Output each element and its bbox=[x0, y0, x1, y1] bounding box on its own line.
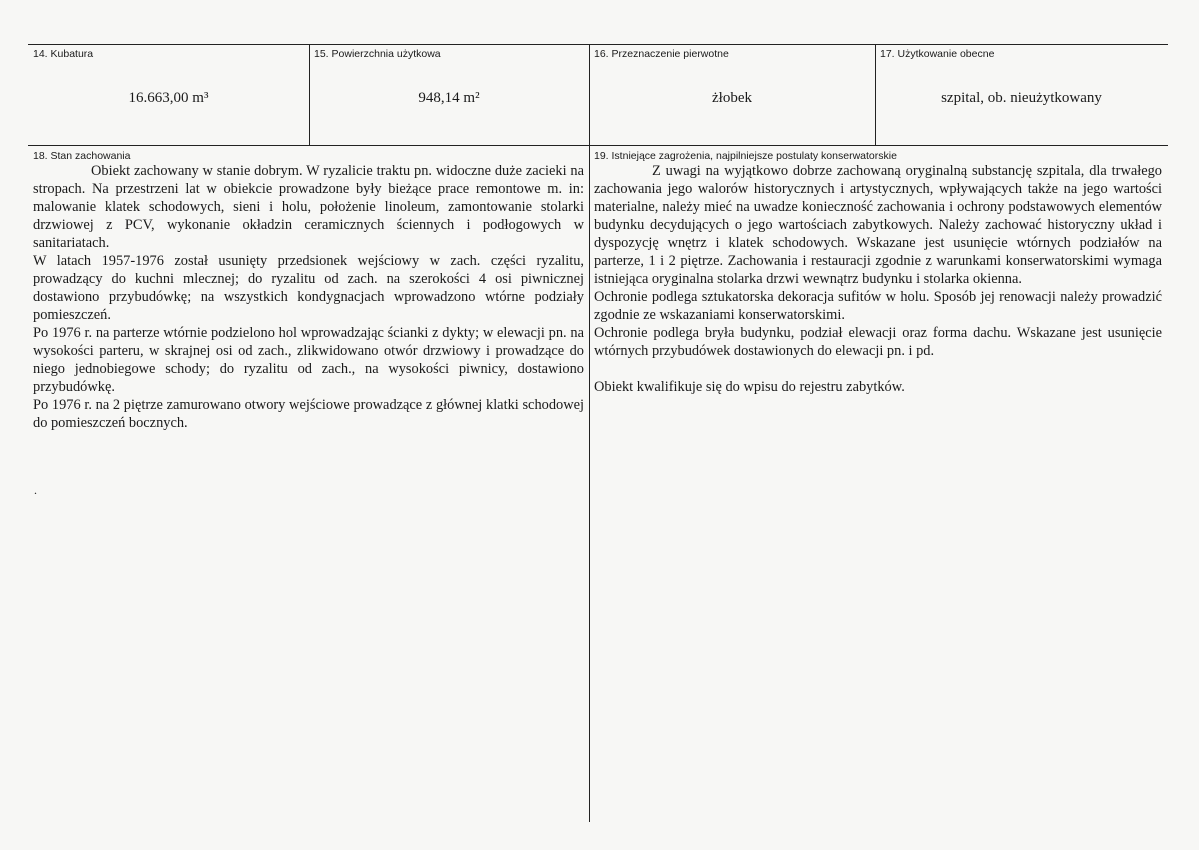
field-label-przeznaczenie: 16. Przeznaczenie pierwotne bbox=[594, 48, 729, 60]
state-paragraph: Po 1976 r. na 2 piętrze zamurowano otwory wejściowe prowadzące z głównej klatki schodowej do pomieszczeń bocznych. bbox=[33, 397, 584, 431]
field-label-powierzchnia: 15. Powierzchnia użytkowa bbox=[314, 48, 441, 60]
state-paragraph: W latach 1957-1976 został usunięty przedsionek wejściowy w zach. części ryzalitu, prowadzący do kuchni mlecznej; do ryzalitu od zach. na szerokości 4 osi piwnicznej dostawiono przybudówkę; na wszystkich kondygnacjach wprowadzono wtórne podziały pomieszczeń. bbox=[33, 253, 584, 323]
field-label-kubatura: 14. Kubatura bbox=[33, 48, 94, 60]
stray-mark: . bbox=[34, 483, 37, 497]
state-paragraph: Obiekt zachowany w stanie dobrym. W ryzalicie traktu pn. widoczne duże zacieki na stropach. Na przestrzeni lat w obiekcie prowadzone były bieżące prace remontowe m. in: malowanie klatek schodowych, sieni i holu, położenie linoleum, zamontowanie stolarki drzwiowej z PCV, wykonanie okładzin ceramicznych ściennych i podłogowych w sanitariatach. bbox=[33, 163, 584, 251]
row-divider bbox=[28, 145, 1168, 146]
field-value-kubatura: 16.663,00 m³ bbox=[128, 90, 209, 106]
section-label-zagrozenia: 19. Istniejące zagrożenia, najpilniejsze postulaty konserwatorskie bbox=[594, 150, 897, 162]
threats-paragraph: Ochronie podlega bryła budynku, podział elewacji oraz forma dachu. Wskazane jest usunięcie wtórnych przybudówek dostawionych do elewacji pn. i pd. bbox=[594, 325, 1162, 359]
paragraph-spacer bbox=[594, 360, 1162, 378]
field-value-powierzchnia: 948,14 m² bbox=[418, 90, 480, 106]
table-top-border bbox=[28, 44, 1168, 45]
section-body-zagrozenia bbox=[594, 162, 1162, 396]
section-label-stan-zachowania: 18. Stan zachowania bbox=[33, 150, 131, 162]
field-value-przeznaczenie: żłobek bbox=[712, 90, 752, 106]
threats-paragraph: Z uwagi na wyjątkowo dobrze zachowaną oryginalną substancję szpitala, dla trwałego zachowania jego walorów historycznych i artystycznych, wpływających także na jego wartości materialne, należy mieć na uwadze konieczność zachowania i ochrony podstawowych elementów budynku decydujących o jego wartościach zabytkowych. Należy zachować historyczny układ i dyspozycję wnętrz i klatek schodowych. Wskazane jest usunięcie wtórnych podziałów na parterze, 1 i 2 piętrze. Zachowania i restauracji zgodnie z warunkami konserwatorskimi wymaga istniejąca oryginalna stolarka drzwi wewnątrz budynku i stolarka okienna. bbox=[594, 163, 1162, 287]
field-value-uzytkowanie: szpital, ob. nieużytkowany bbox=[941, 90, 1102, 106]
section-body-stan-zachowania bbox=[33, 162, 584, 432]
column-divider-2 bbox=[589, 45, 590, 822]
threats-paragraph: Obiekt kwalifikuje się do wpisu do rejestru zabytków. bbox=[594, 379, 905, 395]
state-paragraph: Po 1976 r. na parterze wtórnie podzielono hol wprowadzając ścianki z dykty; w elewacji pn. na wysokości parteru, w skrajnej osi od zach., zlikwidowano otwór drzwiowy i prowadzące do niego jednobiegowe schody; do ryzalitu od zach., na wysokości piwnicy, dostawiono przybudówkę. bbox=[33, 325, 584, 395]
threats-paragraph: Ochronie podlega sztukatorska dekoracja sufitów w holu. Sposób jej renowacji należy prowadzić zgodnie ze wskazaniami konserwatorskimi. bbox=[594, 289, 1162, 323]
field-label-uzytkowanie: 17. Użytkowanie obecne bbox=[880, 48, 995, 60]
